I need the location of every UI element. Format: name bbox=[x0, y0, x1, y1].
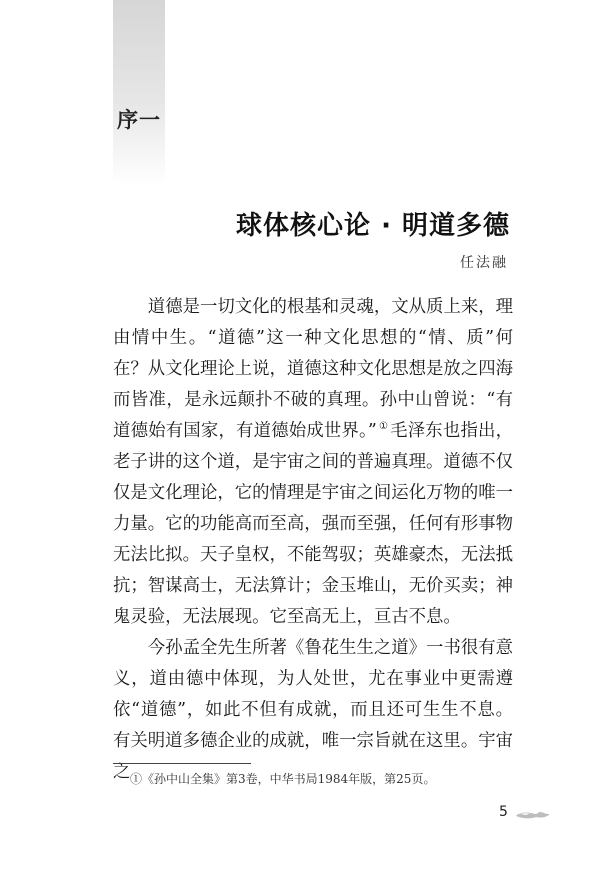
section-label: 序一 bbox=[117, 107, 161, 132]
paragraph-1 bbox=[113, 292, 513, 633]
footnote-reference[interactable]: ① bbox=[378, 421, 389, 433]
article-title: 球体核心论 · 明道多德 bbox=[236, 211, 510, 241]
article-body bbox=[113, 292, 513, 788]
paragraph-1-text-a: 道德是一切文化的根基和灵魂，文从质上来，理由情中生。“道德”这一种文化思想的“情、质”何在？从文化理论上说，道德这种文化思想是放之四海而皆准，是永远颠扑不破的真理。孙中山曾说：“有道德始有国家，有道德始成世界。” bbox=[113, 297, 514, 441]
footnote-divider bbox=[113, 763, 251, 764]
cloud-ornament-icon bbox=[514, 805, 552, 821]
page-number: 5 bbox=[499, 804, 508, 820]
paragraph-2: 今孙孟全先生所著《鲁花生生之道》一书很有意义，道由德中体现，为人处世，尤在事业中更需遵依“道德”，如此不但有成就，而且还可生生不息。有关明道多德企业的成就，唯一宗旨就在这里。宇宙之 bbox=[113, 638, 514, 782]
article-author: 任法融 bbox=[460, 255, 508, 271]
paragraph-1-text-b: 毛泽东也指出，老子讲的这个道，是宇宙之间的普遍真理。道德不仅仅是文化理论，它的情理是宇宙之间运化万物的唯一力量。它的功能高而至高，强而至强，任何有形事物无法比拟。天子皇权，不能驾驭；英雄豪杰，无法抵抗；智谋高士，无法算计；金玉堆山，无价买卖；神鬼灵验，无法展现。它至高无上，亘古不息。 bbox=[113, 421, 513, 627]
footnote-text: ①《孙中山全集》第3卷，中华书局1984年版，第25页。 bbox=[130, 772, 436, 786]
section-tab-background bbox=[113, 0, 165, 185]
